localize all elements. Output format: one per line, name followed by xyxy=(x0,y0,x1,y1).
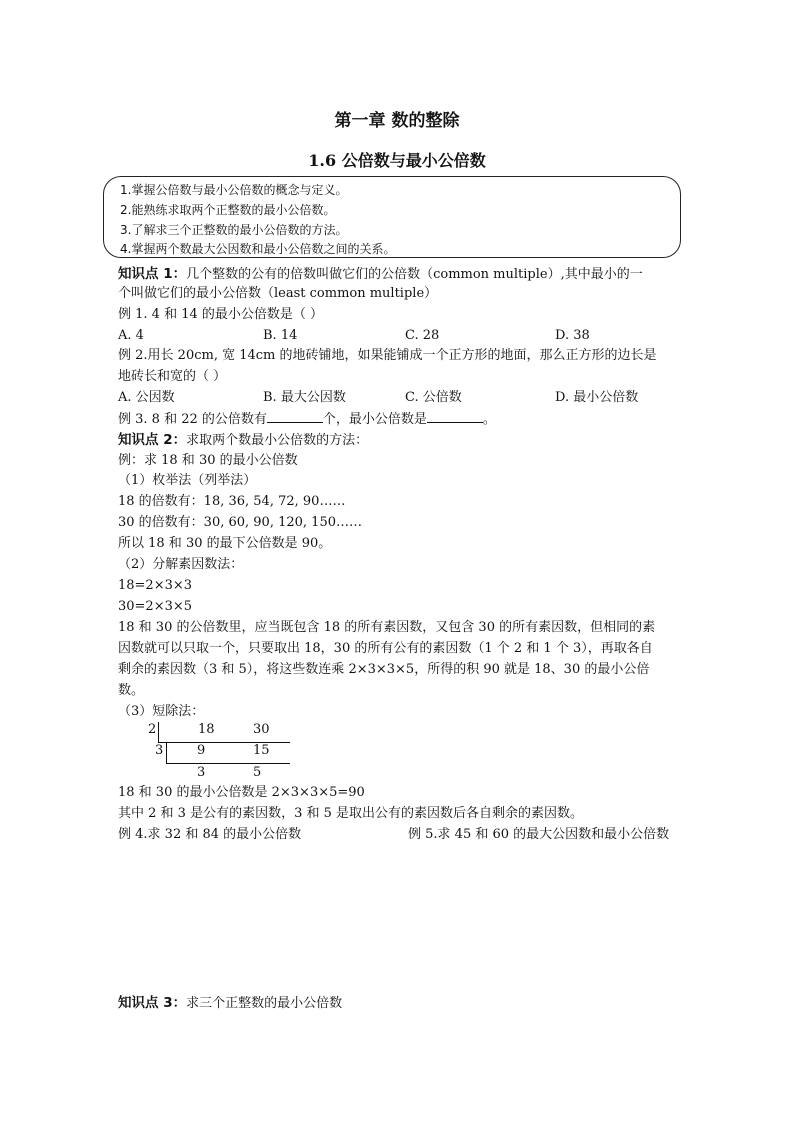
divisor: 2 xyxy=(148,722,157,737)
ex3-part-1: 例 3. 8 和 22 的公倍数有 xyxy=(118,412,267,427)
method1-line-2: 30 的倍数有：30, 60, 90, 120, 150…… xyxy=(118,515,362,530)
method3-result: 18 和 30 的最小公倍数是 2×3×3×5=90 xyxy=(118,785,365,800)
method2-line-2: 30=2×3×5 xyxy=(118,599,193,614)
method1-line-1: 18 的倍数有：18, 36, 54, 72, 90…… xyxy=(118,494,346,509)
goal-item: 3.了解求三个正整数的最小公倍数的方法。 xyxy=(120,223,348,237)
goal-item: 1.掌握公倍数与最小公倍数的概念与定义。 xyxy=(120,183,348,197)
kp2-example: 例：求 18 和 30 的最小公倍数 xyxy=(118,453,298,468)
learning-goals-box xyxy=(103,176,681,258)
ex1-option-b: B. 14 xyxy=(263,328,298,343)
ex2-option-a: A. 公因数 xyxy=(118,390,175,405)
ex3-question xyxy=(118,410,496,429)
kp1-text: 几个整数的公有的倍数叫做它们的公倍数（common multiple）,其中最小的一 xyxy=(186,267,643,282)
kp2-text: 求取两个数最小公倍数的方法： xyxy=(186,433,369,448)
dividend: 18 xyxy=(198,722,215,737)
goal-item: 4.掌握两个数最大公因数和最小公倍数之间的关系。 xyxy=(120,242,396,256)
method1-line-3: 所以 18 和 30 的最下公倍数是 90。 xyxy=(118,536,332,551)
section-title: 1.6 公倍数与最小公倍数 xyxy=(308,151,486,170)
quotient: 3 xyxy=(197,765,206,780)
kp1-label: 知识点 1： xyxy=(118,266,187,282)
quotient: 9 xyxy=(197,743,206,758)
division-line xyxy=(166,763,290,764)
method2-para-line: 18 和 30 的公倍数里，应当既包含 18 的所有素因数，又包含 30 的所有素因数，但相同的素 xyxy=(118,620,656,635)
kp2-label: 知识点 2： xyxy=(118,432,187,448)
division-bracket xyxy=(166,743,167,763)
ex2-option-b: B. 最大公因数 xyxy=(263,390,346,405)
dividend: 30 xyxy=(253,722,270,737)
method2-title: （2）分解素因数法： xyxy=(118,557,244,572)
method1-title: （1）枚举法（列举法） xyxy=(118,473,257,488)
method3-title: （3）短除法： xyxy=(118,704,205,719)
ex2-option-c: C. 公倍数 xyxy=(405,390,462,405)
division-line xyxy=(158,742,290,743)
ex3-blank-1[interactable] xyxy=(267,410,323,423)
method2-para-line: 数。 xyxy=(118,683,145,698)
ex1-option-d: D. 38 xyxy=(555,328,590,343)
method3-note: 其中 2 和 3 是公有的素因数，3 和 5 是取出公有的素因数后各自剩余的素因数。 xyxy=(118,806,584,821)
quotient: 15 xyxy=(253,743,270,758)
ex3-part-2: 个，最小公倍数是 xyxy=(322,412,427,427)
division-bracket xyxy=(158,722,159,742)
ex3-part-3: 。 xyxy=(482,412,496,427)
quotient: 5 xyxy=(253,765,262,780)
kp2-line xyxy=(118,431,368,450)
divisor: 3 xyxy=(155,743,164,758)
ex2-option-d: D. 最小公倍数 xyxy=(555,390,639,405)
kp1-text-2: 个叫做它们的最小公倍数（least common multiple） xyxy=(118,286,438,301)
ex1-question: 例 1. 4 和 14 的最小公倍数是（ ） xyxy=(118,307,324,322)
kp1-line xyxy=(118,265,643,284)
ex1-option-a: A. 4 xyxy=(118,328,144,343)
ex2-question-2: 地砖长和宽的（ ） xyxy=(118,369,227,384)
kp3-label: 知识点 3： xyxy=(118,995,187,1011)
ex1-option-c: C. 28 xyxy=(405,328,440,343)
kp3-line xyxy=(118,994,342,1013)
method2-line-1: 18=2×3×3 xyxy=(118,578,193,593)
ex4-question: 例 4.求 32 和 84 的最小公倍数 xyxy=(118,827,302,842)
kp3-text: 求三个正整数的最小公倍数 xyxy=(186,996,343,1011)
ex3-blank-2[interactable] xyxy=(427,410,483,423)
ex2-question-1: 例 2.用长 20cm, 宽 14cm 的地砖铺地，如果能铺成一个正方形的地面，那么正方形的边长是 xyxy=(118,348,657,363)
method2-para-line: 因数就可以只取一个，只要取出 18，30 的所有公有的素因数（1 个 2 和 1 个 3），再取各自 xyxy=(118,641,653,656)
chapter-title: 第一章 数的整除 xyxy=(334,111,460,131)
method2-para-line: 剩余的素因数（3 和 5），将这些数连乘 2×3×3×5，所得的积 90 就是 18、30 的最小公倍 xyxy=(118,662,650,677)
ex5-question: 例 5.求 45 和 60 的最大公因数和最小公倍数 xyxy=(408,827,670,842)
goal-item: 2.能熟练求取两个正整数的最小公倍数。 xyxy=(120,203,336,217)
